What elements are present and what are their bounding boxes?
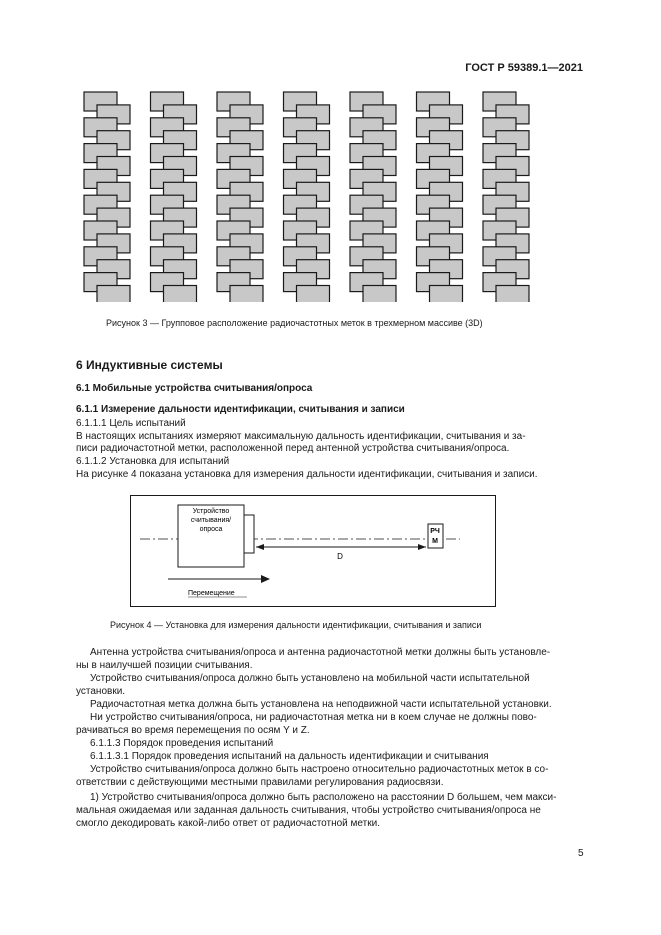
tag-block: [164, 286, 197, 303]
section-6-1-1-2-title: 6.1.1.2 Установка для испытаний: [76, 456, 230, 467]
paragraph-line: 1) Устройство считывания/опроса должно быть расположено на расстоянии D большем, чем макси-: [90, 792, 557, 803]
distance-label: D: [337, 552, 343, 561]
reader-label: считывания/: [190, 517, 232, 524]
section-6-1-1-1-title: 6.1.1.1 Цель испытаний: [76, 418, 186, 429]
paragraph-line: На рисунке 4 показана установка для измерения дальности идентификации, считывания и записи.: [76, 469, 538, 480]
tag-block: [363, 286, 396, 303]
section-6-title: 6 Индуктивные системы: [76, 358, 223, 372]
paragraph-line: рачиваться во время перемещения по осям Y и Z.: [76, 725, 310, 736]
paragraph-line: Радиочастотная метка должна быть установлена на неподвижной части испытательной установки.: [90, 699, 552, 710]
figure-3-tag-array: [82, 90, 552, 302]
paragraph-line: ны в наилучшей позиции считывания.: [76, 660, 253, 671]
tag-label: РЧ: [430, 528, 440, 535]
document-header: ГОСТ Р 59389.1—2021: [465, 62, 583, 74]
paragraph-line: Ни устройство считывания/опроса, ни радиочастотная метка ни в коем случае не должны пово-: [90, 712, 537, 723]
paragraph-line: мальная ожидаемая или заданная дальность считывания, чтобы устройство считывания/опроса не: [76, 805, 541, 816]
figure-4-setup-diagram: [130, 495, 496, 607]
section-6-1-1-3-title: 6.1.1.3 Порядок проведения испытаний: [90, 738, 274, 749]
tag-block: [230, 286, 263, 303]
section-6-1-1-title: 6.1.1 Измерение дальности идентификации, считывания и записи: [76, 404, 405, 415]
section-6-1-1-3-1-title: 6.1.1.3.1 Порядок проведения испытаний на дальность идентификации и считывания: [90, 751, 489, 762]
section-6-1-title: 6.1 Мобильные устройства считывания/опроса: [76, 383, 313, 394]
tag-block: [297, 286, 330, 303]
paragraph-line: В настоящих испытаниях измеряют максимальную дальность идентификации, считывания и за-: [76, 431, 526, 442]
paragraph-line: Антенна устройства считывания/опроса и антенна радиочастотной метки должны быть установле-: [90, 647, 551, 658]
movement-label: Перемещение: [188, 590, 235, 597]
reader-antenna: [244, 515, 254, 553]
reader-label: опроса: [199, 526, 223, 533]
tag-block: [430, 286, 463, 303]
figure-3-caption: Рисунок 3 — Групповое расположение радиочастотных меток в трехмерном массиве (3D): [106, 318, 483, 328]
paragraph-line: Устройство считывания/опроса должно быть настроено относительно радиочастотных меток в со-: [90, 764, 549, 775]
tag-label: М: [432, 538, 438, 545]
tag-block: [97, 286, 130, 303]
figure-4-caption: Рисунок 4 — Установка для измерения дальности идентификации, считывания и записи: [110, 620, 482, 630]
paragraph-line: установки.: [76, 686, 126, 697]
paragraph-line: Устройство считывания/опроса должно быть установлено на мобильной части испытательной: [90, 673, 530, 684]
paragraph-line: писи радиочастотной метки, расположенной перед антенной устройства считывания/опроса.: [76, 443, 510, 454]
page-number: 5: [578, 848, 584, 859]
reader-label: Устройство: [192, 508, 230, 515]
tag-block: [496, 286, 529, 303]
paragraph-line: смогло декодировать какой-либо ответ от радиочастотной метки.: [76, 818, 380, 829]
paragraph-line: ответствии с действующими местными правилами регулирования радиосвязи.: [76, 777, 444, 788]
